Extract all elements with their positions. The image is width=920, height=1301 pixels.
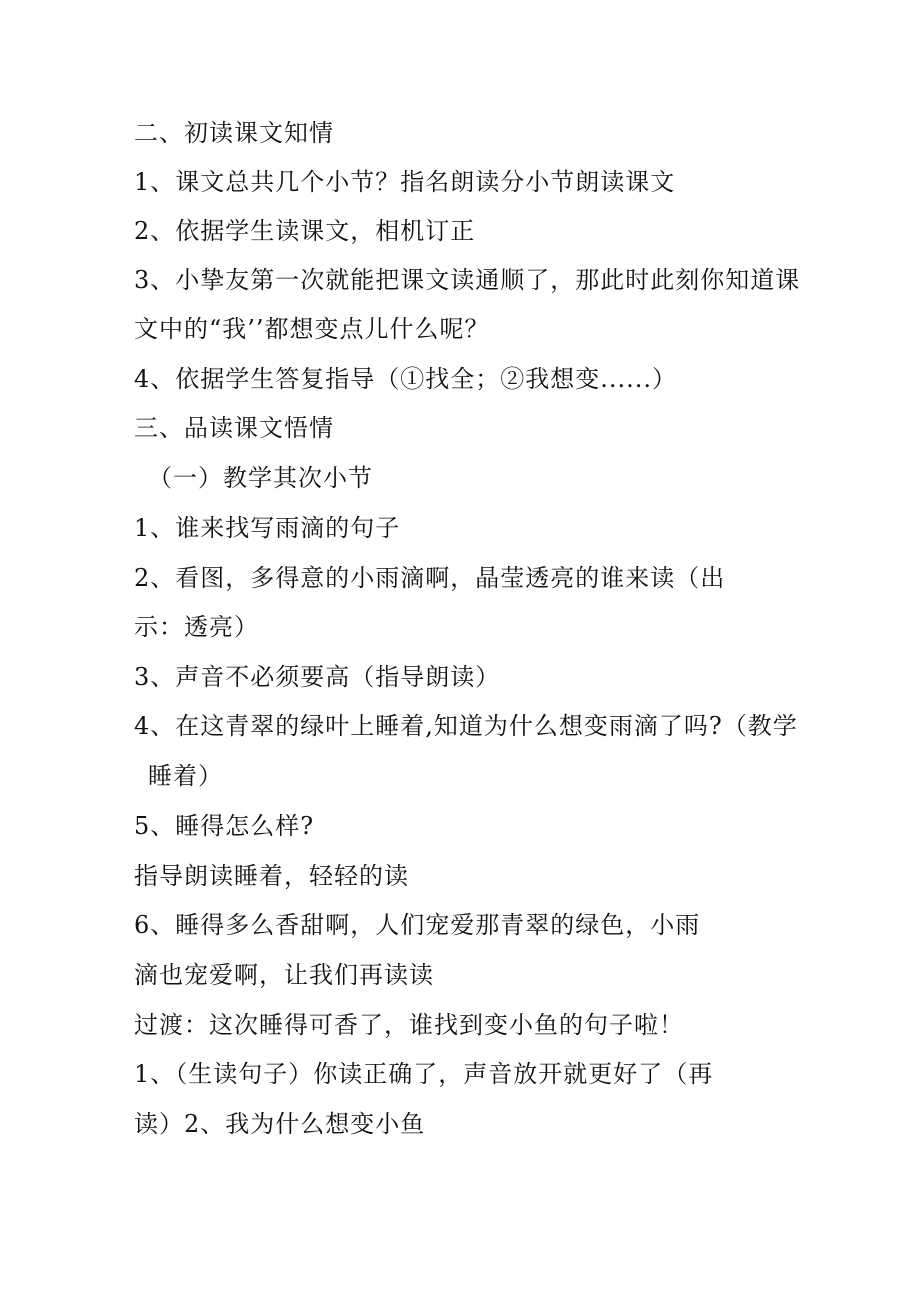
section-heading-2: 二、初读课文知情: [134, 119, 334, 147]
paragraph-line: 指导朗读睡着，轻轻的读: [134, 862, 409, 890]
subsection-heading: （一）教学其次小节: [148, 464, 373, 492]
paragraph-line: 示：透亮）: [134, 613, 259, 641]
paragraph-line: 睡着）: [148, 762, 223, 790]
paragraph-line: 2、依据学生读课文，相机订正: [134, 217, 476, 245]
paragraph-line: 文中的“我’’都想变点儿什么呢？: [134, 315, 490, 343]
paragraph-line: 1、课文总共几个小节？指名朗读分小节朗读课文: [134, 168, 676, 196]
paragraph-line: 5、睡得怎么样?: [134, 812, 315, 840]
section-heading-3: 三、品读课文悟情: [134, 414, 334, 442]
paragraph-line: 4、在这青翠的绿叶上睡着,知道为什么想变雨滴了吗?（教学: [134, 712, 798, 740]
paragraph-line: 读）2、我为什么想变小鱼: [134, 1110, 426, 1138]
paragraph-line: 1、（生读句子）你读正确了，声音放开就更好了（再: [134, 1060, 714, 1088]
paragraph-line: 3、声音不必须要高（指导朗读）: [134, 663, 501, 691]
paragraph-line: 2、看图，多得意的小雨滴啊，晶莹透亮的谁来读（出: [134, 564, 726, 592]
paragraph-line: 6、睡得多么香甜啊，人们宠爱那青翠的绿色，小雨: [134, 911, 701, 939]
paragraph-line: 滴也宠爱啊，让我们再读读: [134, 961, 434, 989]
paragraph-line: 1、谁来找写雨滴的句子: [134, 514, 401, 542]
paragraph-line: 3、小挚友第一次就能把课文读通顺了，那此时此刻你知道课: [134, 266, 801, 294]
paragraph-line: 4、依据学生答复指导（①找全；②我想变......）: [134, 365, 678, 393]
paragraph-line: 过渡：这次睡得可香了，谁找到变小鱼的句子啦！: [134, 1011, 684, 1039]
